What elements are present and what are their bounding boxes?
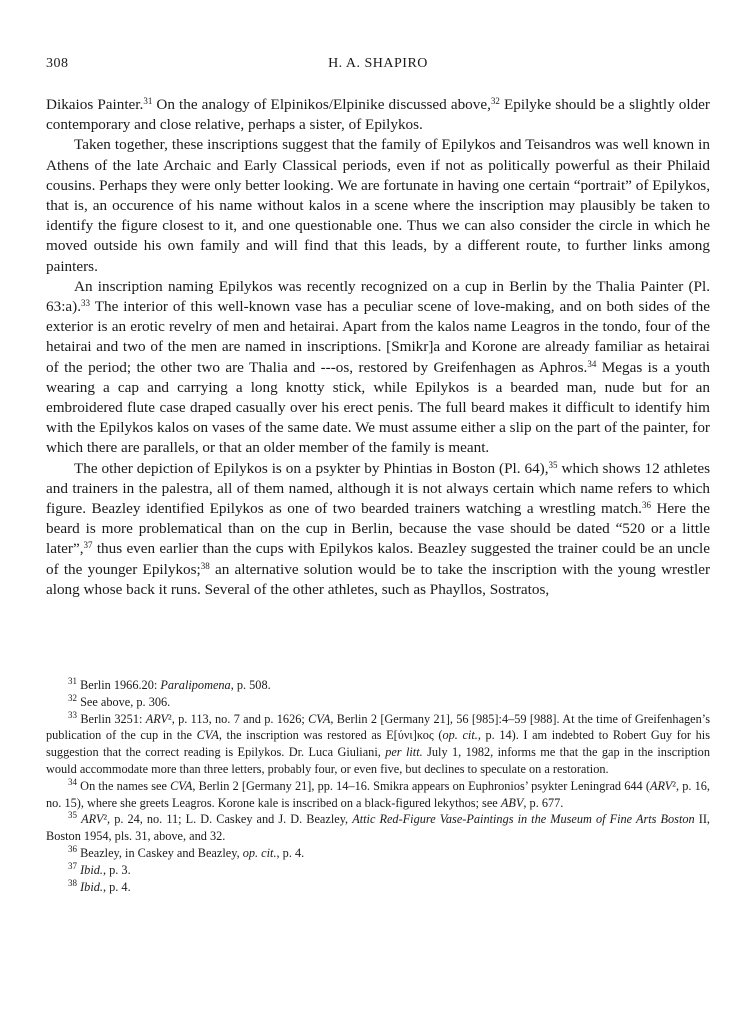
paragraph-4: The other depiction of Epilykos is on a psykter by Phintias in Boston (Pl. 64),$^{35}$ which shows 12 athletes and trainers in the palestra, all of them named, although it is not always certain which name refers to which figure. Beazley identified Epilykos as one of two bearded trainers watching a wrestling match.$^{36}$ Here the beard is more problematical than on the cup in Berlin, because the vase should be dated “520 or a little later”,$^{37}$ thus even earlier than the cups with Epilykos kalos. Beazley suggested the trainer could be an uncle of the younger Epilykos;$^{38}$ an alternative solution would be to take the inscription with the young wrestler along whose back it runs. Several of the other athletes, such as Phayllos, Sostratos, <box>46 459 711 598</box>
page-header <box>46 56 710 78</box>
paragraph-2: Taken together, these inscriptions suggest that the family of Epilykos and Teisandros was well known in Athens of the late Archaic and Early Classical periods, even if not as politically powerful as their Philaid cousins. Perhaps they were only better looking. We are fortunate in having one certain “portrait” of Epilykos, that is, an occurence of his name without kalos in a scene where the inscription may plausibly be taken to identify the figure closest to it, and one questionable one. Thus we can also consider the circle in which he moved outside his own family and will find that this leads, by a different route, to further links among painters. <box>46 136 710 275</box>
footnotes <box>46 677 710 895</box>
footnote: $^{38}$ Ibid., p. 4. <box>68 877 131 894</box>
footnote: $^{32}$ See above, p. 306. <box>68 692 171 709</box>
running-head: H. A. SHAPIRO <box>328 56 428 71</box>
page-number: 308 <box>46 56 69 71</box>
footnote: $^{31}$ Berlin 1966.20: Paralipomena, p. 508. <box>68 676 271 692</box>
paragraph-1: Dikaios Painter.$^{31}$ On the analogy of Elpinikos/Elpinike discussed above,$^{32}$ Epilyke should be a slightly older contemporary and close relative, perhaps a sister, of Epilykos. <box>46 96 710 134</box>
footnote: $^{35}$ ARV², p. 24, no. 11; L. D. Caskey and J. D. Beazley, Attic Red-Figure Vase-Paintings in the Museum of Fine Arts Boston II, Boston 1954, pls. 31, above, and 32. <box>46 810 710 844</box>
paragraph-3: An inscription naming Epilykos was recently recognized on a cup in Berlin by the Thalia Painter (Pl. 63:a).$^{33}$ The interior of this well-known vase has a peculiar scene of love-making, and on both sides of the exterior is an erotic revelry of men and hetairai. Apart from the kalos name Leagros in the tondo, four of the hetairai and two of the men are named in inscriptions. [Smikr]a and Korone are already familiar as hetairai of the period; the other two are Thalia and ---os, restored by Greifenhagen as Aphros.$^{34}$ Megas is a youth wearing a cap and carrying a long knotty stick, while Epilykos is a bearded man, nude but for an embroidered flute case draped casually over his erect penis. The full beard makes it difficult to identify him with the Epilykos kalos on vases of the same date. We must assume either a slip on the part of the painter, for which there are parallels, or that an older member of the family is meant. <box>46 277 710 457</box>
footnote: $^{33}$ Berlin 3251: ARV², p. 113, no. 7 and p. 1626; CVA, Berlin 2 [Germany 21], 56 [985]:4–59 [988]. At the time of Greifenhagen’s publication of the cup in the CVA, the inscription was restored as E[ύνι]κος (op. cit., p. 14). I am indebted to Robert Guy for his suggestion that the correct reading is Epilykos. Dr. Luca Giuliani, per litt. July 1, 1982, informs me that the gap in the inscription would accommodate more than three letters, probably four, or even five, but declines to speculate on a restoration. <box>46 709 710 776</box>
footnote: $^{37}$ Ibid., p. 3. <box>68 860 131 877</box>
body-text <box>46 95 710 600</box>
footnote: $^{34}$ On the names see CVA, Berlin 2 [Germany 21], pp. 14–16. Smikra appears on Euphronios’ psykter Leningrad 644 (ARV², p. 16, no. 15), where she greets Leagros. Korone kale is inscribed on a black-figured lekythos; see ABV, p. 677. <box>46 776 710 810</box>
footnote: $^{36}$ Beazley, in Caskey and Beazley, op. cit., p. 4. <box>68 843 305 860</box>
